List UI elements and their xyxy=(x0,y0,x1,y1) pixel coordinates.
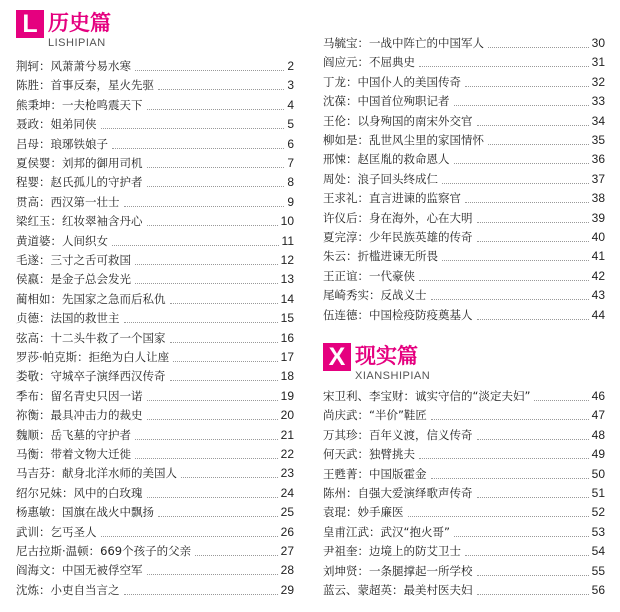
toc-entry-title: 贯高：西汉第一壮士 xyxy=(16,194,120,209)
toc-dot-leader xyxy=(124,322,278,323)
toc-entry xyxy=(323,560,605,579)
toc-entry-title: 罗莎·帕克斯：拒绝为白人让座 xyxy=(16,350,170,364)
toc-entry-page-number: 7 xyxy=(287,156,294,170)
toc-entry-page-number: 27 xyxy=(280,544,294,558)
section-title: 历史篇 xyxy=(48,11,111,35)
toc-dot-leader xyxy=(147,186,285,187)
toc-entry-title: 聂政：姐弟同侠 xyxy=(16,117,97,132)
toc-dot-leader xyxy=(477,222,589,223)
toc-entry xyxy=(16,404,294,423)
toc-entry-title: 侯嬴：是金子总会发光 xyxy=(16,272,131,287)
toc-entry xyxy=(323,385,605,404)
toc-entry-page-number: 13 xyxy=(280,272,294,287)
toc-dot-leader xyxy=(147,225,278,226)
toc-entry-title: 弦高：十二头牛救了一个国家 xyxy=(16,330,166,345)
toc-entry-page-number: 54 xyxy=(591,544,605,559)
toc-entry xyxy=(323,245,605,264)
toc-entry-page-number: 35 xyxy=(591,133,605,147)
toc-entry-page-number: 6 xyxy=(287,136,294,151)
toc-entry-title: 阎应元：不屈典史 xyxy=(323,55,415,70)
toc-dot-leader xyxy=(181,477,278,478)
toc-entry xyxy=(16,230,294,249)
section-subtitle: XIANSHIPIAN xyxy=(355,370,431,382)
toc-entry-page-number: 16 xyxy=(280,330,294,345)
toc-entry xyxy=(323,71,605,90)
toc-entry xyxy=(323,463,605,482)
toc-entry xyxy=(16,559,294,578)
toc-dot-leader xyxy=(477,241,589,242)
toc-dot-leader xyxy=(170,380,278,381)
toc-entry-page-number: 14 xyxy=(280,291,294,306)
toc-entry-title: 皇甫江武：武汉“抱火哥” xyxy=(323,524,450,539)
toc-dot-leader xyxy=(419,280,589,281)
reality-section-header xyxy=(323,343,523,387)
toc-entry xyxy=(16,288,294,307)
toc-entry-page-number: 17 xyxy=(280,350,294,364)
toc-entry-page-number: 52 xyxy=(591,505,605,520)
toc-entry xyxy=(16,210,294,229)
toc-entry-page-number: 11 xyxy=(281,233,294,248)
toc-entry-page-number: 46 xyxy=(591,389,605,403)
toc-entry-title: 王甦菁：中国版霍金 xyxy=(323,466,427,481)
toc-dot-leader xyxy=(147,574,278,575)
toc-entry-title: 荆轲：风萧萧兮易水寒 xyxy=(16,59,131,73)
toc-dot-leader xyxy=(147,419,278,420)
toc-entry-page-number: 9 xyxy=(287,194,294,209)
toc-dot-leader xyxy=(477,125,589,126)
toc-entry-title: 吕母：琅琊铁娘子 xyxy=(16,136,108,151)
toc-entry-title: 蓝云、蒙超英：最美村医夫妇 xyxy=(323,583,473,597)
toc-dot-leader xyxy=(170,342,278,343)
toc-entry-title: 邢悚：赵匡胤的救命恩人 xyxy=(323,152,450,167)
toc-entry xyxy=(16,365,294,384)
toc-dot-leader xyxy=(442,183,589,184)
toc-entry-page-number: 55 xyxy=(591,563,605,578)
toc-entry-page-number: 32 xyxy=(591,74,605,89)
toc-dot-leader xyxy=(135,264,278,265)
toc-dot-leader xyxy=(147,109,285,110)
toc-entry xyxy=(323,404,605,423)
toc-dot-leader xyxy=(135,458,278,459)
toc-dot-leader xyxy=(147,497,278,498)
toc-dot-leader xyxy=(112,245,279,246)
toc-entry-page-number: 53 xyxy=(591,524,605,539)
toc-entry-title: 程婴：赵氏孤儿的守护者 xyxy=(16,175,143,190)
toc-entry-title: 朱云：折槛进谏无所畏 xyxy=(323,249,438,264)
toc-dot-leader xyxy=(442,260,589,261)
toc-entry xyxy=(323,226,605,245)
toc-entry-title: 娄敬：守城卒子演绎西汉传奇 xyxy=(16,369,166,384)
toc-entry-title: 贞德：法国的救世主 xyxy=(16,311,120,326)
toc-entry xyxy=(16,540,294,559)
toc-entry xyxy=(323,207,605,226)
toc-entry xyxy=(16,385,294,404)
toc-entry-page-number: 2 xyxy=(287,59,294,73)
toc-entry-title: 黄道婆：人间织女 xyxy=(16,233,108,248)
toc-entry xyxy=(16,346,294,365)
toc-entry xyxy=(323,482,605,501)
toc-entry xyxy=(323,129,605,148)
toc-entry-title: 丁龙：中国仆人的美国传奇 xyxy=(323,74,461,89)
toc-entry-title: 熊秉坤：一夫枪鸣震天下 xyxy=(16,97,143,112)
history-section-header xyxy=(16,10,216,54)
toc-entry-page-number: 29 xyxy=(280,582,294,597)
toc-dot-leader xyxy=(534,400,588,401)
toc-entry-title: 万其珍：百年义渡，信义传奇 xyxy=(323,427,473,442)
toc-entry-title: 伍连德：中国检疫防疫奠基人 xyxy=(323,307,473,322)
toc-entry-page-number: 12 xyxy=(280,253,294,267)
section-title: 现实篇 xyxy=(355,344,418,368)
toc-entry-title: 阎海文：中国无被俘空军 xyxy=(16,563,143,578)
toc-entry xyxy=(16,462,294,481)
section-letter-badge: L xyxy=(16,10,44,38)
toc-dot-leader xyxy=(135,283,278,284)
toc-entry xyxy=(16,74,294,93)
toc-dot-leader xyxy=(477,439,589,440)
toc-entry-title: 蔺相如：先国家之急而后私仇 xyxy=(16,291,166,306)
toc-entry-page-number: 20 xyxy=(280,408,294,423)
toc-dot-leader xyxy=(477,594,589,595)
toc-entry xyxy=(323,110,605,129)
toc-entry xyxy=(323,187,605,206)
toc-entry-page-number: 3 xyxy=(287,78,294,93)
toc-entry-title: 毛遂：三寸之舌可救国 xyxy=(16,253,131,267)
toc-entry-title: 尼古拉斯·温顿：669个孩子的父亲 xyxy=(16,544,192,558)
toc-entry-page-number: 25 xyxy=(280,505,294,520)
toc-entry xyxy=(323,579,605,598)
toc-entry-page-number: 31 xyxy=(591,55,605,70)
toc-entry-title: 杨惠敏：国旗在战火中飘扬 xyxy=(16,505,154,520)
toc-entry xyxy=(16,579,294,598)
toc-entry-page-number: 47 xyxy=(591,408,605,423)
section-subtitle: LISHIPIAN xyxy=(48,37,106,49)
toc-entry-page-number: 10 xyxy=(280,214,294,229)
toc-entry-title: 尹祖奎：边境上的防艾卫士 xyxy=(323,544,461,559)
toc-entry-page-number: 56 xyxy=(591,583,605,597)
toc-entry xyxy=(16,521,294,540)
toc-entry-page-number: 30 xyxy=(591,36,605,50)
toc-entry xyxy=(16,113,294,132)
toc-entry xyxy=(16,327,294,346)
toc-entry-title: 尚庆武：“半价”鞋匠 xyxy=(323,408,427,423)
toc-dot-leader xyxy=(477,319,589,320)
toc-entry-title: 马衡：带着文物大迁徙 xyxy=(16,447,131,461)
toc-dot-leader xyxy=(419,66,589,67)
toc-dot-leader xyxy=(147,400,278,401)
toc-entry-title: 夏侯婴：刘邦的御用司机 xyxy=(16,156,143,170)
toc-entry-title: 何天武：独臂挑夫 xyxy=(323,447,415,462)
toc-dot-leader xyxy=(124,594,278,595)
toc-dot-leader xyxy=(465,202,589,203)
toc-entry xyxy=(16,133,294,152)
toc-entry-page-number: 5 xyxy=(287,117,294,132)
toc-entry-page-number: 41 xyxy=(591,249,605,264)
toc-entry-page-number: 42 xyxy=(591,268,605,283)
toc-dot-leader xyxy=(101,536,278,537)
toc-entry-title: 周处：浪子回头终成仁 xyxy=(323,171,438,186)
toc-entry xyxy=(323,424,605,443)
toc-entry-page-number: 49 xyxy=(591,447,605,462)
toc-entry xyxy=(323,304,605,323)
toc-dot-leader xyxy=(124,206,285,207)
toc-entry-page-number: 44 xyxy=(591,307,605,322)
toc-dot-leader xyxy=(158,89,284,90)
toc-dot-leader xyxy=(465,555,589,556)
toc-entry xyxy=(323,168,605,187)
toc-entry-page-number: 38 xyxy=(591,191,605,206)
toc-entry-title: 马毓宝：一战中阵亡的中国军人 xyxy=(323,36,484,50)
toc-entry-title: 宋卫利、李宝财：诚实守信的“淡定夫妇” xyxy=(323,389,531,403)
toc-entry-title: 沈炼：小吏自当言之 xyxy=(16,582,120,597)
toc-entry xyxy=(16,307,294,326)
toc-dot-leader xyxy=(112,148,284,149)
toc-dot-leader xyxy=(488,47,589,48)
toc-entry-title: 袁琨：妙手廉医 xyxy=(323,505,404,520)
toc-entry-title: 绍尔兄妹：风中的白玫瑰 xyxy=(16,485,143,500)
toc-entry-title: 沈葆：中国首位殉职记者 xyxy=(323,94,450,109)
toc-entry xyxy=(323,501,605,520)
toc-dot-leader xyxy=(101,128,285,129)
toc-dot-leader xyxy=(158,516,278,517)
toc-entry xyxy=(323,148,605,167)
toc-dot-leader xyxy=(431,419,589,420)
toc-entry-page-number: 23 xyxy=(280,466,294,481)
toc-entry-title: 陈胜：首事反秦，星火先驱 xyxy=(16,78,154,93)
toc-entry-page-number: 48 xyxy=(591,427,605,442)
toc-dot-leader xyxy=(170,303,278,304)
toc-dot-leader xyxy=(477,497,589,498)
toc-entry xyxy=(323,521,605,540)
toc-entry xyxy=(16,268,294,287)
toc-entry-page-number: 33 xyxy=(591,94,605,109)
toc-entry-page-number: 37 xyxy=(591,171,605,186)
toc-entry-title: 王求礼：直言进谏的监察官 xyxy=(323,191,461,206)
toc-entry-page-number: 15 xyxy=(280,311,294,326)
toc-dot-leader xyxy=(147,167,285,168)
toc-entry xyxy=(16,152,294,171)
toc-entry-page-number: 4 xyxy=(287,97,294,112)
toc-dot-leader xyxy=(488,144,589,145)
toc-entry-title: 许仪后：身在海外，心在大明 xyxy=(323,210,473,225)
toc-entry-title: 季布：留名青史只因一诺 xyxy=(16,388,143,403)
toc-entry-title: 刘坤贤：一条腿撑起一所学校 xyxy=(323,563,473,578)
toc-entry-page-number: 43 xyxy=(591,288,605,303)
toc-entry xyxy=(323,51,605,70)
toc-dot-leader xyxy=(454,163,589,164)
toc-dot-leader xyxy=(477,575,589,576)
toc-entry-page-number: 8 xyxy=(287,175,294,190)
section-letter-badge: X xyxy=(323,343,351,371)
toc-dot-leader xyxy=(173,361,277,362)
toc-entry-page-number: 26 xyxy=(280,524,294,539)
toc-entry xyxy=(323,265,605,284)
toc-entry xyxy=(323,443,605,462)
toc-entry xyxy=(16,501,294,520)
toc-entry xyxy=(323,284,605,303)
toc-dot-leader xyxy=(195,555,278,556)
toc-entry-page-number: 36 xyxy=(591,152,605,167)
toc-entry-title: 陈州：自强大爱演绎歌声传奇 xyxy=(323,486,473,500)
toc-entry-page-number: 39 xyxy=(591,210,605,225)
toc-entry-title: 马吉芬：献身北洋水师的美国人 xyxy=(16,466,177,481)
toc-entry xyxy=(323,90,605,109)
toc-entry xyxy=(16,249,294,268)
toc-dot-leader xyxy=(135,439,278,440)
toc-entry xyxy=(323,32,605,51)
toc-dot-leader xyxy=(431,299,589,300)
toc-entry-title: 武训：乞丐圣人 xyxy=(16,524,97,539)
toc-entry-page-number: 21 xyxy=(280,427,294,442)
toc-entry-page-number: 18 xyxy=(280,369,294,384)
toc-entry-page-number: 34 xyxy=(591,113,605,128)
toc-entry xyxy=(16,94,294,113)
toc-entry xyxy=(16,424,294,443)
toc-entry-title: 王伦：以身殉国的南宋外交官 xyxy=(323,113,473,128)
toc-entry-title: 柳如是：乱世风尘里的家国情怀 xyxy=(323,133,484,147)
toc-entry xyxy=(16,171,294,190)
toc-dot-leader xyxy=(454,105,589,106)
toc-entry-title: 梁红玉：红妆翠袖含丹心 xyxy=(16,214,143,229)
toc-entry-page-number: 51 xyxy=(591,486,605,500)
toc-entry-page-number: 22 xyxy=(280,447,294,461)
toc-entry-page-number: 24 xyxy=(280,485,294,500)
toc-entry-title: 尾崎秀实：反战义士 xyxy=(323,288,427,303)
toc-dot-leader xyxy=(465,86,589,87)
toc-entry-page-number: 28 xyxy=(280,563,294,578)
toc-entry xyxy=(16,443,294,462)
toc-entry-page-number: 19 xyxy=(280,388,294,403)
toc-entry-title: 魏顺：岳飞墓的守护者 xyxy=(16,427,131,442)
toc-entry-page-number: 40 xyxy=(591,230,605,244)
toc-entry-title: 祢衡：最具冲击力的裁史 xyxy=(16,408,143,423)
toc-entry-title: 夏完淳：少年民族英雄的传奇 xyxy=(323,230,473,244)
toc-dot-leader xyxy=(431,478,589,479)
toc-dot-leader xyxy=(135,70,284,71)
toc-entry xyxy=(323,540,605,559)
toc-entry-page-number: 50 xyxy=(591,466,605,481)
toc-dot-leader xyxy=(454,536,589,537)
toc-entry xyxy=(16,482,294,501)
toc-entry-title: 王正谊：一代豪侠 xyxy=(323,268,415,283)
toc-entry xyxy=(16,191,294,210)
toc-dot-leader xyxy=(419,458,589,459)
toc-dot-leader xyxy=(408,516,589,517)
toc-entry xyxy=(16,55,294,74)
